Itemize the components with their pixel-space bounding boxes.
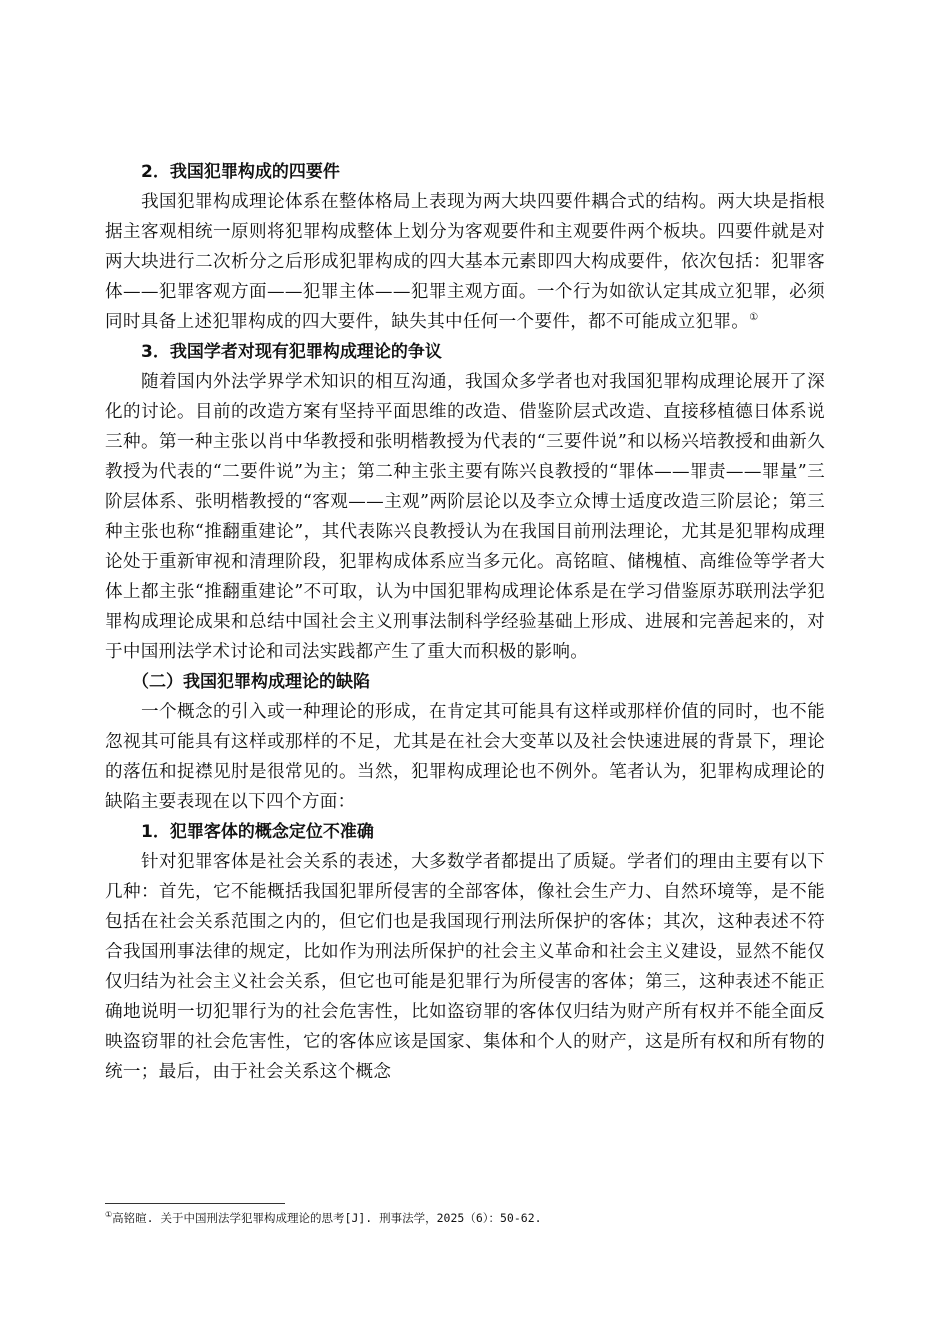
paragraph-dispute: 随着国内外法学界学术知识的相互沟通，我国众多学者也对我国犯罪构成理论展开了深化的讨论。目前的改造方案有坚持平面思维的改造、借鉴阶层式改造、直接移植德日体系说三种。第一种主张以肖中华教授和张明楷教授为代表的“三要件说”和以杨兴培教授和曲新久教授为代表的“二要件说”为主；第二种主张主要有陈兴良教授的“罪体——罪责——罪量”三阶层体系、张明楷教授的“客观——主观”两阶层论以及李立众博士适度改造三阶层论；第三种主张也称“推翻重建论”，其代表陈兴良教授认为在我国目前刑法理论，尤其是犯罪构成理论处于重新审视和清理阶段，犯罪构成体系应当多元化。高铭暄、储槐植、高维俭等学者大体上都主张“推翻重建论”不可取，认为中国犯罪构成理论体系是在学习借鉴原苏联刑法学犯罪构成理论成果和总结中国社会主义刑事法制科学经验基础上形成、进展和完善起来的，对于中国刑法学术讨论和司法实践都产生了重大而积极的影响。 bbox=[105, 372, 825, 662]
footnote-reference[interactable]: ① bbox=[749, 312, 759, 324]
section-heading-defects: （二）我国犯罪构成理论的缺陷 bbox=[132, 672, 370, 692]
document-body bbox=[105, 157, 825, 1087]
section-heading-crime-object: 1．犯罪客体的概念定位不准确 bbox=[141, 822, 374, 842]
footnote-text: 高铭暄. 关于中国刑法学犯罪构成理论的思考[J]. 刑事法学，2025（6）：50-62. bbox=[112, 1211, 542, 1225]
footnote bbox=[105, 1210, 845, 1226]
paragraph-four-elements bbox=[105, 187, 825, 337]
section-heading-dispute: 3．我国学者对现有犯罪构成理论的争议 bbox=[141, 342, 442, 362]
paragraph-text: 我国犯罪构成理论体系在整体格局上表现为两大块四要件耦合式的结构。两大块是指根据主客观相统一原则将犯罪构成整体上划分为客观要件和主观要件两个板块。四要件就是对两大块进行二次析分之后形成犯罪构成的四大基本元素即四大构成要件，依次包括：犯罪客体——犯罪客观方面——犯罪主体——犯罪主观方面。一个行为如欲认定其成立犯罪，必须同时具备上述犯罪构成的四大要件，缺失其中任何一个要件，都不可能成立犯罪。 bbox=[105, 192, 825, 332]
footnote-divider bbox=[105, 1203, 285, 1204]
paragraph-crime-object: 针对犯罪客体是社会关系的表述，大多数学者都提出了质疑。学者们的理由主要有以下几种：首先，它不能概括我国犯罪所侵害的全部客体，像社会生产力、自然环境等，是不能包括在社会关系范围之内的，但它们也是我国现行刑法所保护的客体；其次，这种表述不符合我国刑事法律的规定，比如作为刑法所保护的社会主义革命和社会主义建设，显然不能仅仅归结为社会主义社会关系，但它也可能是犯罪行为所侵害的客体；第三，这种表述不能正确地说明一切犯罪行为的社会危害性，比如盗窃罪的客体仅归结为财产所有权并不能全面反映盗窃罪的社会危害性，它的客体应该是国家、集体和个人的财产，这是所有权和所有物的统一；最后，由于社会关系这个概念 bbox=[105, 852, 825, 1082]
footnote-mark: ① bbox=[105, 1210, 113, 1220]
section-heading-four-elements: 2．我国犯罪构成的四要件 bbox=[141, 162, 340, 182]
paragraph-defects: 一个概念的引入或一种理论的形成，在肯定其可能具有这样或那样价值的同时，也不能忽视其可能具有这样或那样的不足，尤其是在社会大变革以及社会快速进展的背景下，理论的落伍和捉襟见肘是很常见的。当然，犯罪构成理论也不例外。笔者认为，犯罪构成理论的缺陷主要表现在以下四个方面： bbox=[105, 702, 825, 812]
